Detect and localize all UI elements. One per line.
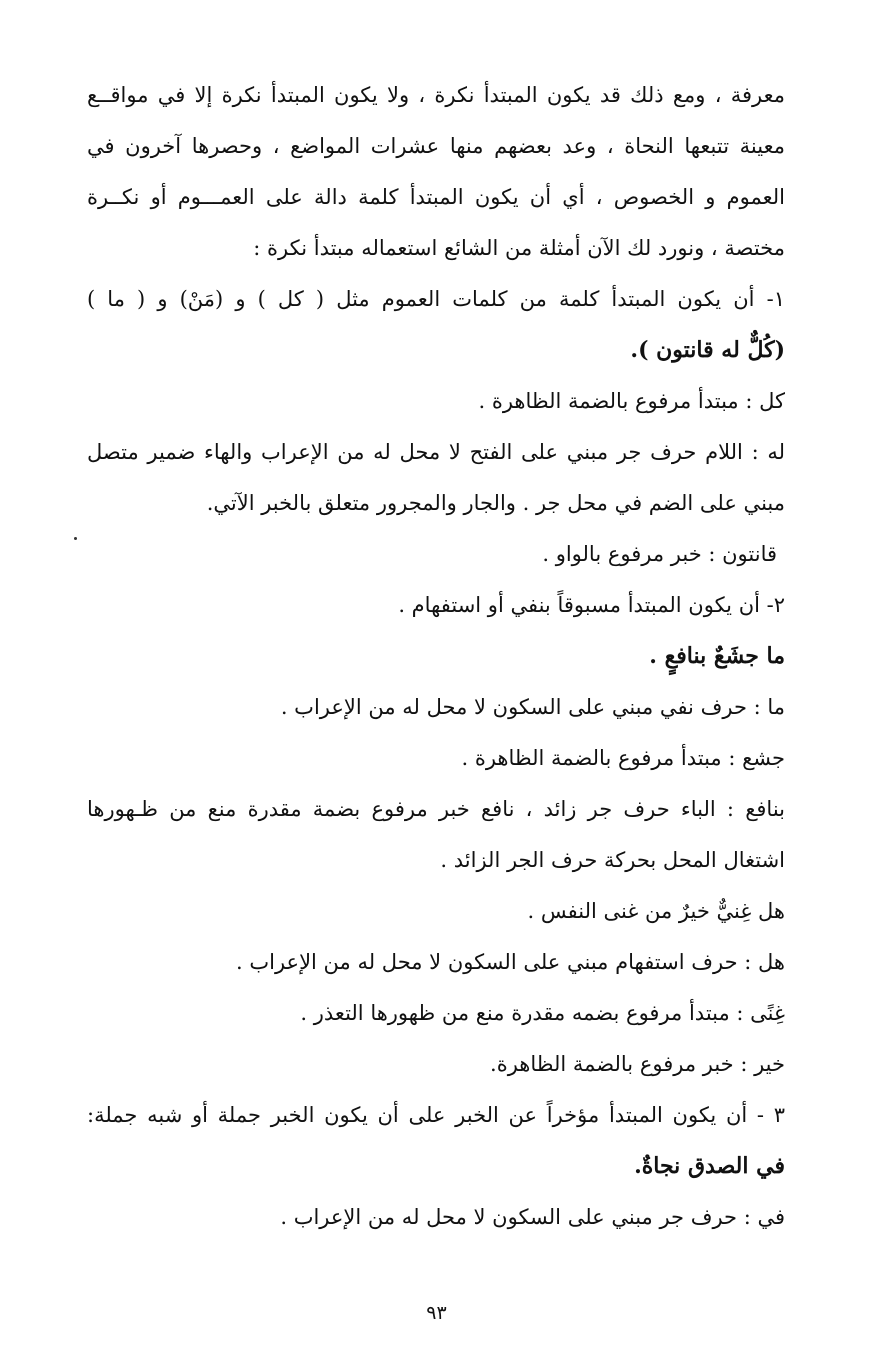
text-line-11: ٢- أن يكون المبتدأ مسبوقاً بنفي أو استفهام . xyxy=(398,593,785,617)
example-line-3: في الصدق نجاةٌ. xyxy=(634,1153,785,1179)
text-line-4: مختصة ، ونورد لك الآن أمثلة من الشائع استعماله مبتدأ نكرة : xyxy=(253,236,785,260)
text-line-8: له : اللام حرف جر مبني على الفتح لا محل له من الإعراب والهاء ضمير متصل xyxy=(87,440,785,464)
text-line-7: كل : مبتدأ مرفوع بالضمة الظاهرة . xyxy=(478,389,785,413)
text-line-9: مبني على الضم في محل جر . والجار والمجرور متعلق بالخبر الآتي. xyxy=(206,491,785,515)
text-line-19: غِنًى : مبتدأ مرفوع بضمه مقدرة منع من ظهورها التعذر . xyxy=(300,1001,785,1025)
text-line-14: جشع : مبتدأ مرفوع بالضمة الظاهرة . xyxy=(461,746,785,770)
text-line-1: معرفة ، ومع ذلك قد يكون المبتدأ نكرة ، ولا يكون المبتدأ نكرة إلا في مواقــع xyxy=(87,83,785,107)
text-line-15: بنافع : الباء حرف جر زائد ، نافع خبر مرفوع بضمة مقدرة منع من ظـهورها xyxy=(87,797,785,821)
text-line-18: هل : حرف استفهام مبني على السكون لا محل له من الإعراب . xyxy=(236,950,785,974)
text-line-21: ٣ - أن يكون المبتدأ مؤخراً عن الخبر على أن يكون الخبر جملة أو شبه جملة: xyxy=(87,1103,785,1127)
example-line-1: (كُلٌّ له قانتون ). xyxy=(630,337,785,363)
text-line-5: ١- أن يكون المبتدأ كلمة من كلمات العموم مثل ( كل ) و (مَنْ) و ( ما ) xyxy=(87,287,785,311)
text-line-16: اشتغال المحل بحركة حرف الجر الزائد . xyxy=(440,848,785,872)
text-line-17: هل غِنيٌّ خيرٌ من غنى النفس . xyxy=(527,899,785,923)
text-line-3: العموم و الخصوص ، أي أن يكون المبتدأ كلمة دالة على العمـــوم أو نكــرة xyxy=(87,185,785,209)
text-line-10: قانتون : خبر مرفوع بالواو . xyxy=(542,542,777,566)
page-body xyxy=(87,70,785,1243)
text-line-2: معينة تتبعها النحاة ، وعد بعضهم منها عشرات المواضع ، وحصرها آخرون في xyxy=(87,134,785,158)
page-number: ٩٣ xyxy=(426,1302,447,1324)
scan-speck xyxy=(74,537,77,540)
example-line-2: ما جشَعٌ بنافعٍ . xyxy=(649,643,785,669)
text-line-20: خير : خبر مرفوع بالضمة الظاهرة. xyxy=(490,1052,785,1076)
text-line-23: في : حرف جر مبني على السكون لا محل له من الإعراب . xyxy=(280,1205,785,1229)
text-line-13: ما : حرف نفي مبني على السكون لا محل له من الإعراب . xyxy=(280,695,785,719)
